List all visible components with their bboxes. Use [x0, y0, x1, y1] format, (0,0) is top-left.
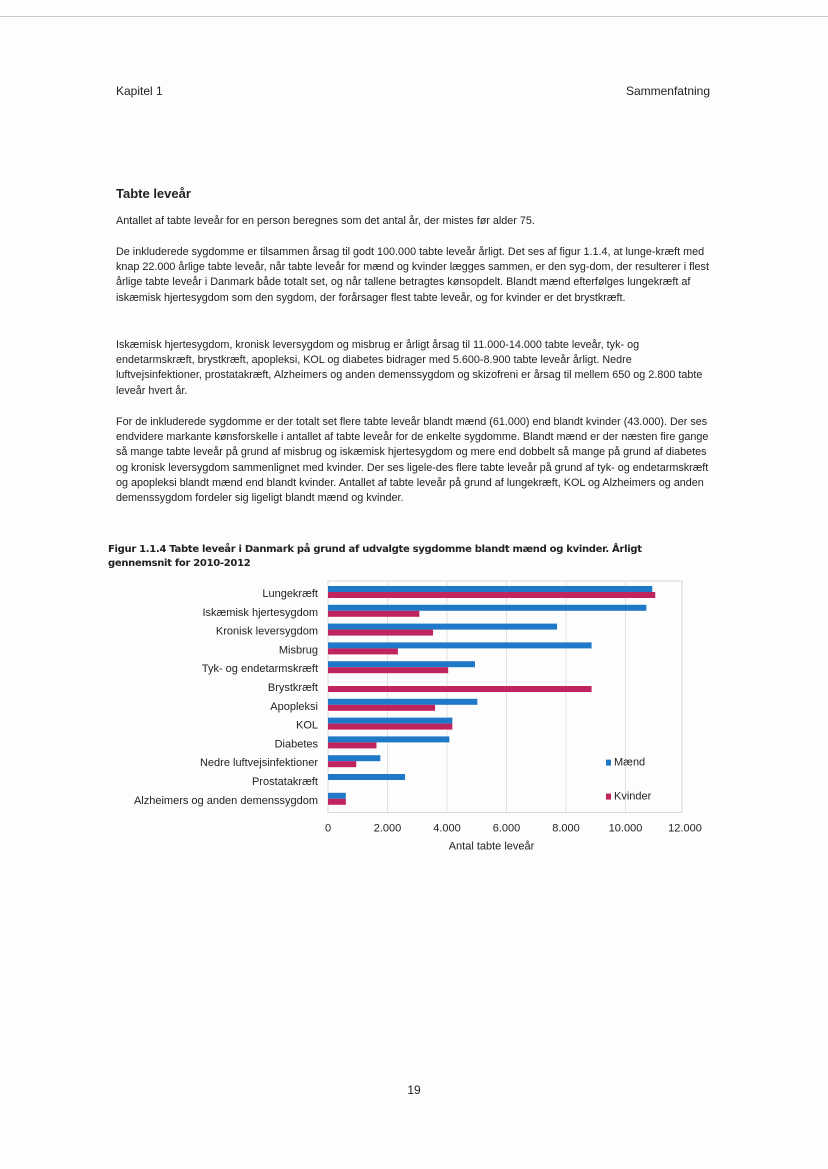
category-label: KOL [295, 719, 318, 732]
bar-maend [328, 774, 405, 780]
category-label: Apopleksi [270, 700, 318, 713]
paragraph-2: De inkluderede sygdomme er tilsammen årsag til godt 100.000 tabte leveår årligt. Det ses af figur 1.1.4, at lunge-kræft med knap 22.000 årlige tabte leveår, når tabte leveår for mænd og kvinder lægges sammen, er den syg-dom, der resulterer i flest årlige tabte leveår i Danmark både totalt set, og når tallene betragtes kønsopdelt. Blandt mænd efterfølges lungekræft af iskæmisk hjertesygdom som den sygdom, der forårsager flest tabte leveår, og for kvinder er det brystkræft. [116, 246, 709, 304]
category-label: Kronisk leversygdom [215, 625, 318, 638]
bar-kvinder [328, 592, 655, 598]
x-tick-label: 4.000 [433, 822, 461, 835]
category-label: Tyk- og endetarmskræft [201, 663, 318, 676]
x-tick-label: 12.000 [668, 822, 702, 835]
category-label: Iskæmisk hjertesygdom [202, 606, 318, 619]
bar-kvinder [328, 761, 356, 767]
bar-kvinder [328, 705, 435, 711]
bar-maend [328, 793, 346, 799]
x-tick-label: 10.000 [608, 822, 643, 835]
bar-kvinder [328, 799, 346, 805]
bar-maend [328, 755, 380, 761]
bar-kvinder [328, 630, 433, 636]
category-label: Diabetes [274, 738, 318, 751]
category-label: Lungekræft [262, 588, 318, 600]
bar-maend [328, 642, 592, 648]
bar-maend [328, 624, 557, 630]
figure-caption: Figur 1.1.4 Tabte leveår i Danmark på grund af udvalgte sygdomme blandt mænd og kvinder. Årligt gennemsnit for 2010-2012 [108, 544, 642, 569]
bar-chart [0, 575, 828, 855]
category-label: Nedre luftvejsinfektioner [199, 757, 318, 770]
x-tick-label: 8.000 [552, 822, 580, 835]
legend-label: Kvinder [614, 790, 652, 803]
category-label: Misbrug [278, 644, 318, 657]
section-heading: Tabte leveår [116, 186, 191, 201]
x-tick-label: 0 [324, 822, 332, 835]
bar-kvinder [328, 611, 419, 617]
category-label: Alzheimers og anden demenssygdom [133, 794, 318, 807]
bar-kvinder [328, 667, 448, 673]
x-axis-title: Antal tabte leveår [448, 840, 535, 853]
bar-maend [328, 718, 452, 724]
legend-swatch-0 [606, 760, 611, 766]
scan-edge-line [0, 16, 828, 17]
category-label: Prostatakræft [251, 776, 318, 788]
bar-kvinder [328, 686, 592, 692]
legend-swatch-1 [606, 794, 611, 800]
category-label: Brystkræft [267, 682, 318, 694]
bar-maend [328, 699, 477, 705]
bar-maend [328, 586, 652, 592]
page-number: 19 [407, 1083, 421, 1097]
bar-maend [328, 661, 475, 667]
bar-maend [328, 736, 449, 742]
bar-kvinder [328, 742, 376, 748]
paragraph-1: Antallet af tabte leveår for en person beregnes som det antal år, der mistes før alder 75. [116, 215, 535, 227]
bar-kvinder [328, 724, 452, 730]
paragraph-4: For de inkluderede sygdomme er der totalt set flere tabte leveår blandt mænd (61.000) end blandt kvinder (43.000). Der ses endvidere markante kønsforskelle i antallet af tabte leveår for de enkelte sygdomme. Blandt mænd er der næsten fire gange så mange tabte leveår på grund af misbrug og iskæmisk hjertesygdom og mere end dobbelt så mange på grund af diabetes og kronisk leversygdom sammenlignet med kvinder. Der ses ligele-des flere tabte leveår på grund af tyk- og endetarmskræft og apopleksi blandt mænd end blandt kvinder. Antallet af tabte leveår på grund af lungekræft, KOL og Alzheimers og anden demenssygdom fordeler sig ligeligt blandt mænd og kvinder. [116, 416, 709, 505]
chapter-label: Kapitel 1 [116, 84, 163, 98]
x-tick-label: 2.000 [373, 822, 402, 835]
paragraph-3: Iskæmisk hjertesygdom, kronisk leversygdom og misbrug er årligt årsag til 11.000-14.000 tabte leveår, tyk- og endetarmskræft, brystkræft, apopleksi, KOL og diabetes bidrager med 5.600-8.900 tabte leveår årligt. Nedre luftvejsinfektioner, prostatakræft, Alzheimers og anden demenssygdom og skizofreni er årsag til mellem 650 og 2.800 tabte leveår hvert år. [116, 339, 703, 397]
bar-kvinder [328, 648, 398, 654]
legend-label: Mænd [614, 756, 646, 769]
bar-maend [328, 605, 646, 611]
x-tick-label: 6.000 [492, 822, 521, 835]
section-label: Sammenfatning [625, 84, 710, 98]
